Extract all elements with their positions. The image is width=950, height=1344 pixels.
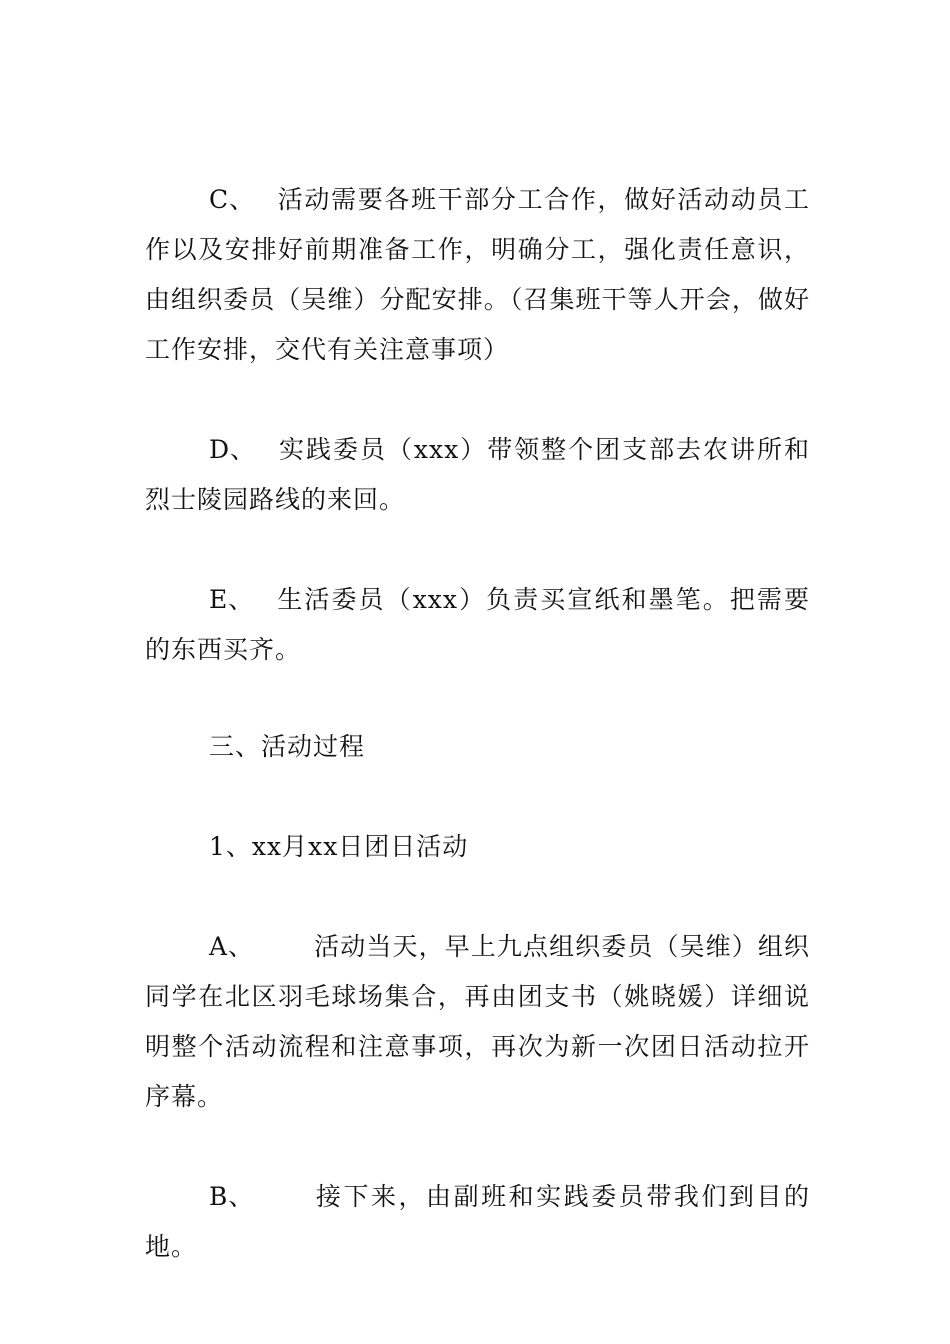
paragraph-b <box>145 1172 810 1272</box>
list-marker-c: C、 <box>209 185 256 214</box>
list-marker-b: B、 <box>209 1182 255 1211</box>
paragraph-c-text: 活动需要各班干部分工合作，做好活动动员工作以及安排好前期准备工作，明确分工，强化责任意识，由组织委员（吴维）分配安排。（召集班干等人开会，做好工作安排，交代有关注意事项） <box>145 185 810 364</box>
paragraph-d-text: 实践委员（xxx）带领整个团支部去农讲所和烈士陵园路线的来回。 <box>145 435 810 514</box>
section-heading-process <box>145 722 810 772</box>
sub-heading-text: 1、xx月xx日团日活动 <box>209 832 469 861</box>
paragraph-d <box>145 425 810 525</box>
list-marker-d: D、 <box>209 435 257 464</box>
list-marker-e: E、 <box>209 585 255 614</box>
paragraph-a-text: 活动当天，早上九点组织委员（吴维）组织同学在北区羽毛球场集合，再由团支书（姚晓媛）详细说明整个活动流程和注意事项，再次为新一次团日活动拉开序幕。 <box>145 932 810 1111</box>
section-heading-text: 三、活动过程 <box>209 732 366 761</box>
paragraph-b-text: 接下来，由副班和实践委员带我们到目的地。 <box>145 1182 810 1261</box>
list-marker-a: A、 <box>209 932 255 961</box>
paragraph-a <box>145 922 810 1122</box>
sub-heading-activity <box>145 822 810 872</box>
paragraph-c <box>145 175 810 375</box>
paragraph-e-text: 生活委员（xxx）负责买宣纸和墨笔。把需要的东西买齐。 <box>145 585 810 664</box>
paragraph-e <box>145 575 810 675</box>
